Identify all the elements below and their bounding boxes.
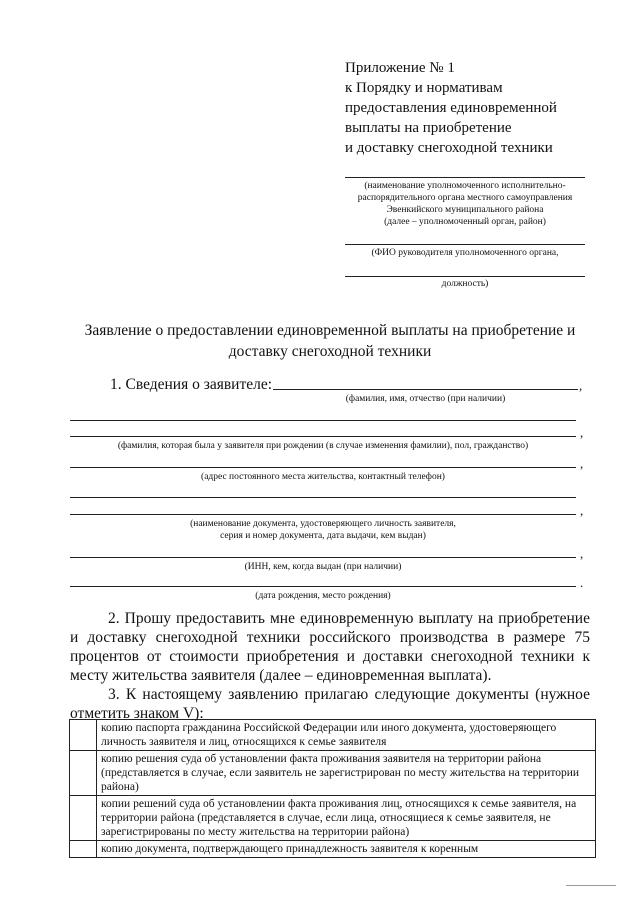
identity-document-field[interactable] (70, 514, 576, 515)
comma: . (580, 575, 584, 590)
footer-line (566, 885, 616, 886)
appendix-line: к Порядку и нормативам (345, 80, 503, 96)
caption-identity-2: серия и номер документа, дата выдачи, кем выдан) (220, 531, 426, 541)
section3-paragraph (70, 685, 590, 723)
table-row (70, 720, 596, 751)
caption-identity-1: (наименование документа, удостоверяющего личность заявителя, (190, 519, 456, 529)
appendix-line: и доставку снегоходной техники (345, 140, 553, 156)
document-text: копию решения суда об установлении факта проживания заявителя на территории района (представляется в случае, если заявитель не зарегистрирован по месту жительства на территории района) (97, 751, 596, 796)
position-caption: должность) (441, 279, 489, 289)
appendix-line: Приложение № 1 (345, 60, 455, 76)
document-text: копию документа, подтверждающего принадлежность заявителя к коренным (97, 841, 596, 858)
full-name-field[interactable] (273, 389, 578, 390)
authority-caption-4: (далее – уполномоченный орган, район) (384, 217, 546, 227)
authority-name-line (345, 177, 585, 178)
comma: , (580, 425, 584, 440)
caption-birth-surname: (фамилия, которая была у заявителя при рождении (в случае изменения фамилии), пол, гражданство) (117, 441, 529, 451)
documents-table (69, 719, 596, 858)
section1-label: 1. Сведения о заявителе: (110, 376, 273, 393)
caption-address: (адрес постоянного места жительства, контактный телефон) (201, 472, 445, 482)
comma: , (579, 378, 583, 393)
appendix-line: выплаты на приобретение (345, 120, 512, 136)
table-row (70, 841, 596, 858)
document-checkbox[interactable] (70, 841, 97, 858)
applicant-line[interactable] (70, 420, 576, 421)
document-checkbox[interactable] (70, 720, 97, 751)
comma: , (580, 503, 584, 518)
head-name-line (345, 244, 585, 245)
document-text: копию паспорта гражданина Российской Федерации или иного документа, удостоверяющего личность заявителя и лиц, относящихся к семье заявителя (97, 720, 596, 751)
authority-caption-1: (наименование уполномоченного исполнительно- (364, 181, 566, 191)
birth-surname-field[interactable] (70, 436, 576, 437)
section2-text: 2. Прошу предоставить мне единовременную выплату на приобретение и доставку снегоходной техники российского производства в размере 75 процентов от стоимости приобретения и доставки снегоходной техники к месту жительства заявителя (далее – единовременная выплата). (70, 610, 590, 684)
table-row (70, 751, 596, 796)
appendix-line: предоставления единовременной (345, 100, 557, 116)
authority-caption-3: Эвенкийского муниципального района (386, 205, 544, 215)
document-checkbox[interactable] (70, 751, 97, 796)
document-title: Заявление о предоставлении единовременной выплаты на приобретение и доставку снегоходной техники (84, 322, 576, 360)
head-caption: (ФИО руководителя уполномоченного органа, (371, 248, 559, 258)
appendix-header (345, 58, 615, 158)
document-checkbox[interactable] (70, 796, 97, 841)
caption-inn: (ИНН, кем, когда выдан (при наличии) (244, 562, 402, 572)
document-text: копии решений суда об установлении факта проживания лиц, относящихся к семье заявителя, на территории района (представляется в случае, если лица, относящиеся к семье заявителя, не зарегистрированы по месту жительства на территории района) (97, 796, 596, 841)
comma: , (580, 456, 584, 471)
caption-full-name: (фамилия, имя, отчество (при наличии) (345, 394, 506, 404)
section2-paragraph (70, 609, 590, 685)
caption-birth: (дата рождения, место рождения) (255, 591, 391, 601)
position-line (345, 276, 585, 277)
inn-field[interactable] (70, 557, 576, 558)
table-row (70, 796, 596, 841)
authority-caption-2: распорядительного органа местного самоуправления (357, 193, 573, 203)
applicant-line[interactable] (70, 497, 576, 498)
comma: , (580, 546, 584, 561)
address-field[interactable] (70, 467, 576, 468)
section3-text: 3. К настоящему заявлению прилагаю следующие документы (нужное отметить знаком V): (70, 686, 590, 722)
birth-field[interactable] (70, 586, 576, 587)
